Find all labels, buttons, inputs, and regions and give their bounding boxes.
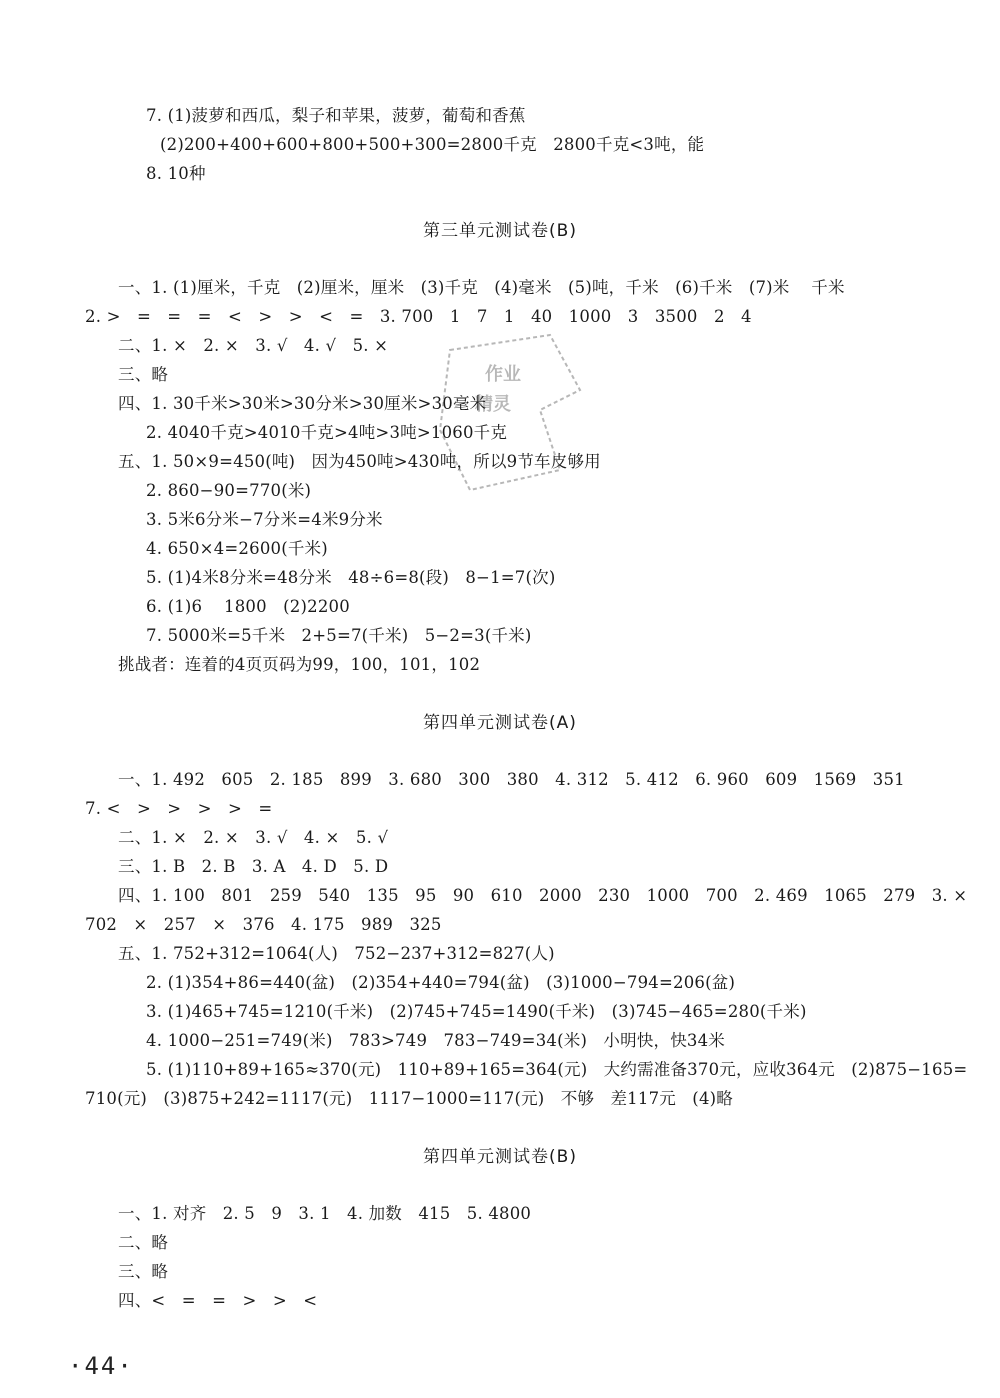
answer-line: 二、1. × 2. × 3. √ 4. √ 5. × [118, 336, 389, 355]
section-title: 第四单元测试卷(B) [423, 1147, 577, 1167]
answer-line: 4. 650×4=2600(千米) [146, 539, 328, 558]
watermark-text: 精灵 [475, 394, 511, 415]
answer-line: 2. (1)354+86=440(盆) (2)354+440=794(盆) (3)1000−794=206(盆) [146, 973, 736, 992]
section-title: 第四单元测试卷(A) [423, 713, 577, 733]
answer-line: 一、1. (1)厘米，千克 (2)厘米，厘米 (3)千克 (4)毫米 (5)吨，千米 (6)千米 (7)米 千米 [118, 278, 845, 297]
answer-line: 四、1. 30千米>30米>30分米>30厘米>30毫米 [118, 394, 487, 413]
answer-line: 2. > = = = < > > < = 3. 700 1 7 1 40 1000 3 3500 2 4 [85, 307, 752, 326]
answer-line: 二、略 [118, 1233, 169, 1252]
answer-line: 8. 10种 [146, 164, 206, 183]
page-number: ·44· [68, 1352, 134, 1380]
answer-line: 三、1. B 2. B 3. A 4. D 5. D [118, 857, 389, 876]
section-title: 第三单元测试卷(B) [423, 221, 577, 241]
answer-line: 三、略 [118, 1262, 169, 1281]
answer-line: (2)200+400+600+800+500+300=2800千克 2800千克<3吨，能 [160, 135, 705, 154]
answer-line: 一、1. 对齐 2. 5 9 3. 1 4. 加数 415 5. 4800 [118, 1204, 532, 1223]
answer-line: 二、1. × 2. × 3. √ 4. × 5. √ [118, 828, 389, 847]
answer-line: 一、1. 492 605 2. 185 899 3. 680 300 380 4. 312 5. 412 6. 960 609 1569 351 [118, 770, 905, 789]
answer-line: 五、1. 752+312=1064(人) 752−237+312=827(人) [118, 944, 555, 963]
answer-line: 5. (1)110+89+165≈370(元) 110+89+165=364(元) 大约需准备370元，应收364元 (2)875−165= [146, 1060, 968, 1079]
answer-line: 挑战者：连着的4页页码为99，100，101，102 [118, 655, 481, 674]
answer-line: 2. 4040千克>4010千克>4吨>3吨>1060千克 [146, 423, 508, 442]
watermark-stamp [430, 330, 590, 500]
answer-line: 3. 5米6分米−7分米=4米9分米 [146, 510, 383, 529]
answer-line: 三、略 [118, 365, 169, 384]
answer-line: 4. 1000−251=749(米) 783>749 783−749=34(米) 小明快，快34米 [146, 1031, 726, 1050]
answer-line: 702 × 257 × 376 4. 175 989 325 [85, 915, 442, 934]
answer-line: 2. 860−90=770(米) [146, 481, 312, 500]
answer-line: 五、1. 50×9=450(吨) 因为450吨>430吨，所以9节车皮够用 [118, 452, 601, 471]
answer-line: 四、1. 100 801 259 540 135 95 90 610 2000 230 1000 700 2. 469 1065 279 3. × [118, 886, 968, 905]
answer-line: 7. 5000米=5千米 2+5=7(千米) 5−2=3(千米) [146, 626, 532, 645]
answer-line: 3. (1)465+745=1210(千米) (2)745+745=1490(千米) (3)745−465=280(千米) [146, 1002, 807, 1021]
answer-line: 710(元) (3)875+242=1117(元) 1117−1000=117(元) 不够 差117元 (4)略 [85, 1089, 733, 1108]
watermark-text: 作业 [485, 364, 521, 385]
answer-line: 6. (1)6 1800 (2)2200 [146, 597, 350, 616]
answer-line: 7. (1)菠萝和西瓜，梨子和苹果，菠萝，葡萄和香蕉 [146, 106, 526, 125]
answer-line: 5. (1)4米8分米=48分米 48÷6=8(段) 8−1=7(次) [146, 568, 556, 587]
answer-line: 四、< = = > > < [118, 1291, 318, 1310]
answer-line: 7. < > > > > = [85, 799, 273, 818]
